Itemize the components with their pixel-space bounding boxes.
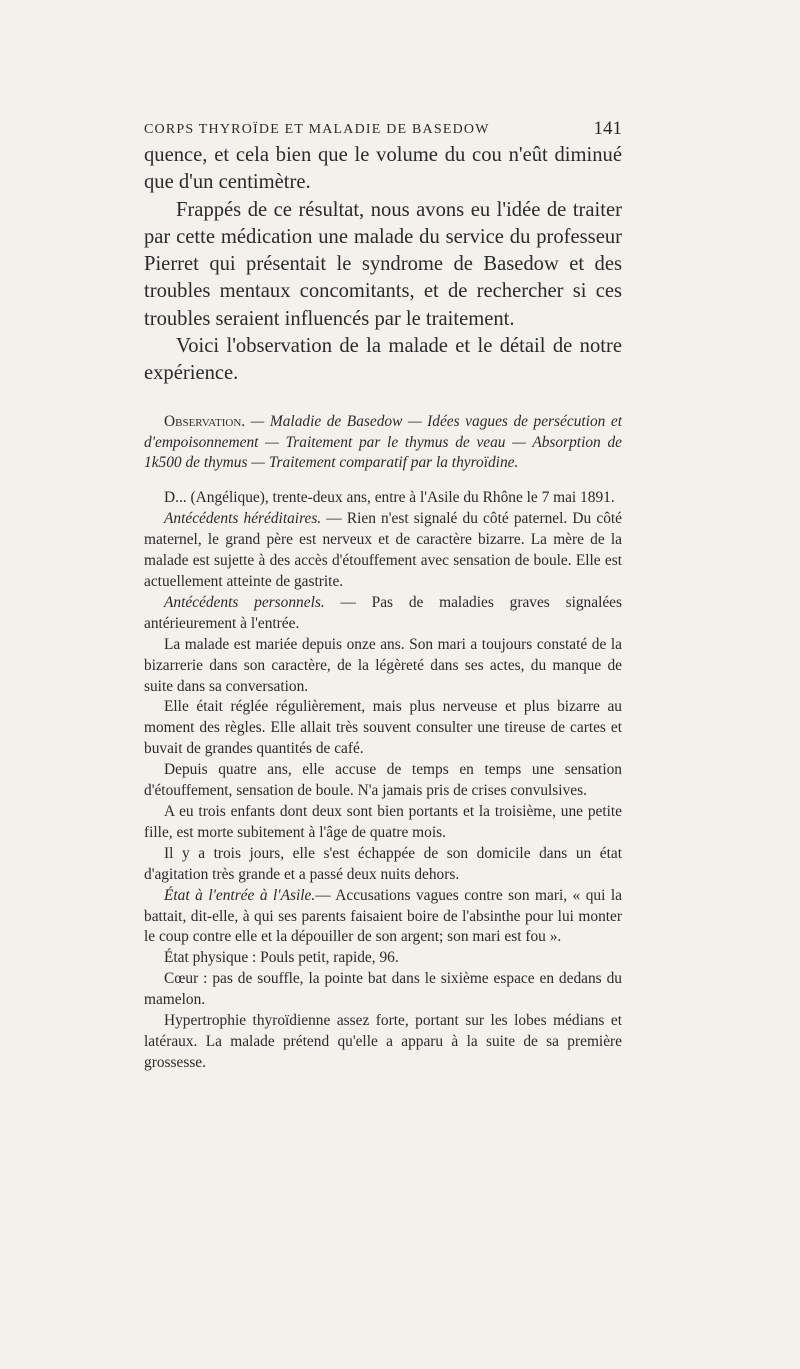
admission-state [144,886,622,949]
observation-title: — Maladie de Basedow — Idées vagues de persécution et d'empoisonnement — Traitement par le thymus de veau — Absorption de 1k500 de thymus — Traitement comparatif par la thyroïdine. [144,412,622,472]
page-header [144,118,622,142]
observation-section [144,412,622,1074]
heart-paragraph: Cœur : pas de souffle, la pointe bat dans le sixième espace en dedans du mamelon. [144,970,622,1009]
symptoms-paragraph: Depuis quatre ans, elle accuse de temps en temps une sensation d'étouffement, sensation de boule. N'a jamais pris de crises convulsives. [144,761,622,800]
personal-label: Antécédents personnels. [164,593,325,611]
hereditary-text: — Rien n'est signalé du côté paternel. Du côté maternel, le grand père est nerveux et de caractère bizarre. La mère de la malade est sujette à des accès d'étouffement avec sensation de boule. Elle est actuellement atteinte de gastrite. [144,510,622,591]
page-body [144,142,622,1074]
escape-paragraph: Il y a trois jours, elle s'est échappée de son domicile dans un état d'agitation très grande et a passé deux nuits dehors. [144,844,622,883]
menses-paragraph: Elle était réglée régulièrement, mais plus nerveuse et plus bizarre au moment des règles. Elle allait très souvent consulter une tireuse de cartes et buvait de grandes quantités de café. [144,698,622,758]
hereditary-label: Antécédents héréditaires. [164,510,322,528]
paragraph-treatment-idea: Frappés de ce résultat, nous avons eu l'idée de traiter par cette médication une malade du service du professeur Pierret qui présentait le syndrome de Basedow et des troubles mentaux concomitants, et de rechercher si ces troubles seraient influencés par le traitement. [144,198,622,330]
children-paragraph: A eu trois enfants dont deux sont bien portants et la troisième, une petite fille, est morte subitement à l'âge de quatre mois. [144,802,622,841]
hereditary-history [144,509,622,593]
page-number: 141 [593,118,622,139]
paragraph-continuation: quence, et cela bien que le volume du cou n'eût diminué que d'un centimètre. [144,144,622,194]
marriage-paragraph: La malade est mariée depuis onze ans. Son mari a toujours constaté de la bizarrerie dans son caractère, de la légèreté dans ses actes, du manque de suite dans sa conversation. [144,635,622,695]
observation-label: Observation. [164,412,246,430]
patient-intro: D... (Angélique), trente-deux ans, entre à l'Asile du Rhône le 7 mai 1891. [164,489,615,507]
admission-label: État à l'entrée à l'Asile. [164,886,316,904]
physical-state: État physique : Pouls petit, rapide, 96. [164,949,399,967]
personal-text: — Pas de maladies graves signalées antérieurement à l'entrée. [144,593,622,632]
thyroid-paragraph: Hypertrophie thyroïdienne assez forte, portant sur les lobes médians et latéraux. La malade prétend qu'elle a apparu à la suite de sa première grossesse. [144,1012,622,1071]
running-head: CORPS THYROÏDE ET MALADIE DE BASEDOW [144,122,490,137]
paragraph-observation-intro: Voici l'observation de la malade et le détail de notre expérience. [144,335,622,385]
main-text [144,142,622,388]
admission-text: — Accusations vagues contre son mari, « qui la battait, dit-elle, à qui ses parents faisaient boire de l'absinthe pour lui monter le coup contre elle et la dépouiller de son argent; son mari est fou ». [144,886,623,946]
personal-history [144,593,622,635]
observation-heading [144,412,622,475]
